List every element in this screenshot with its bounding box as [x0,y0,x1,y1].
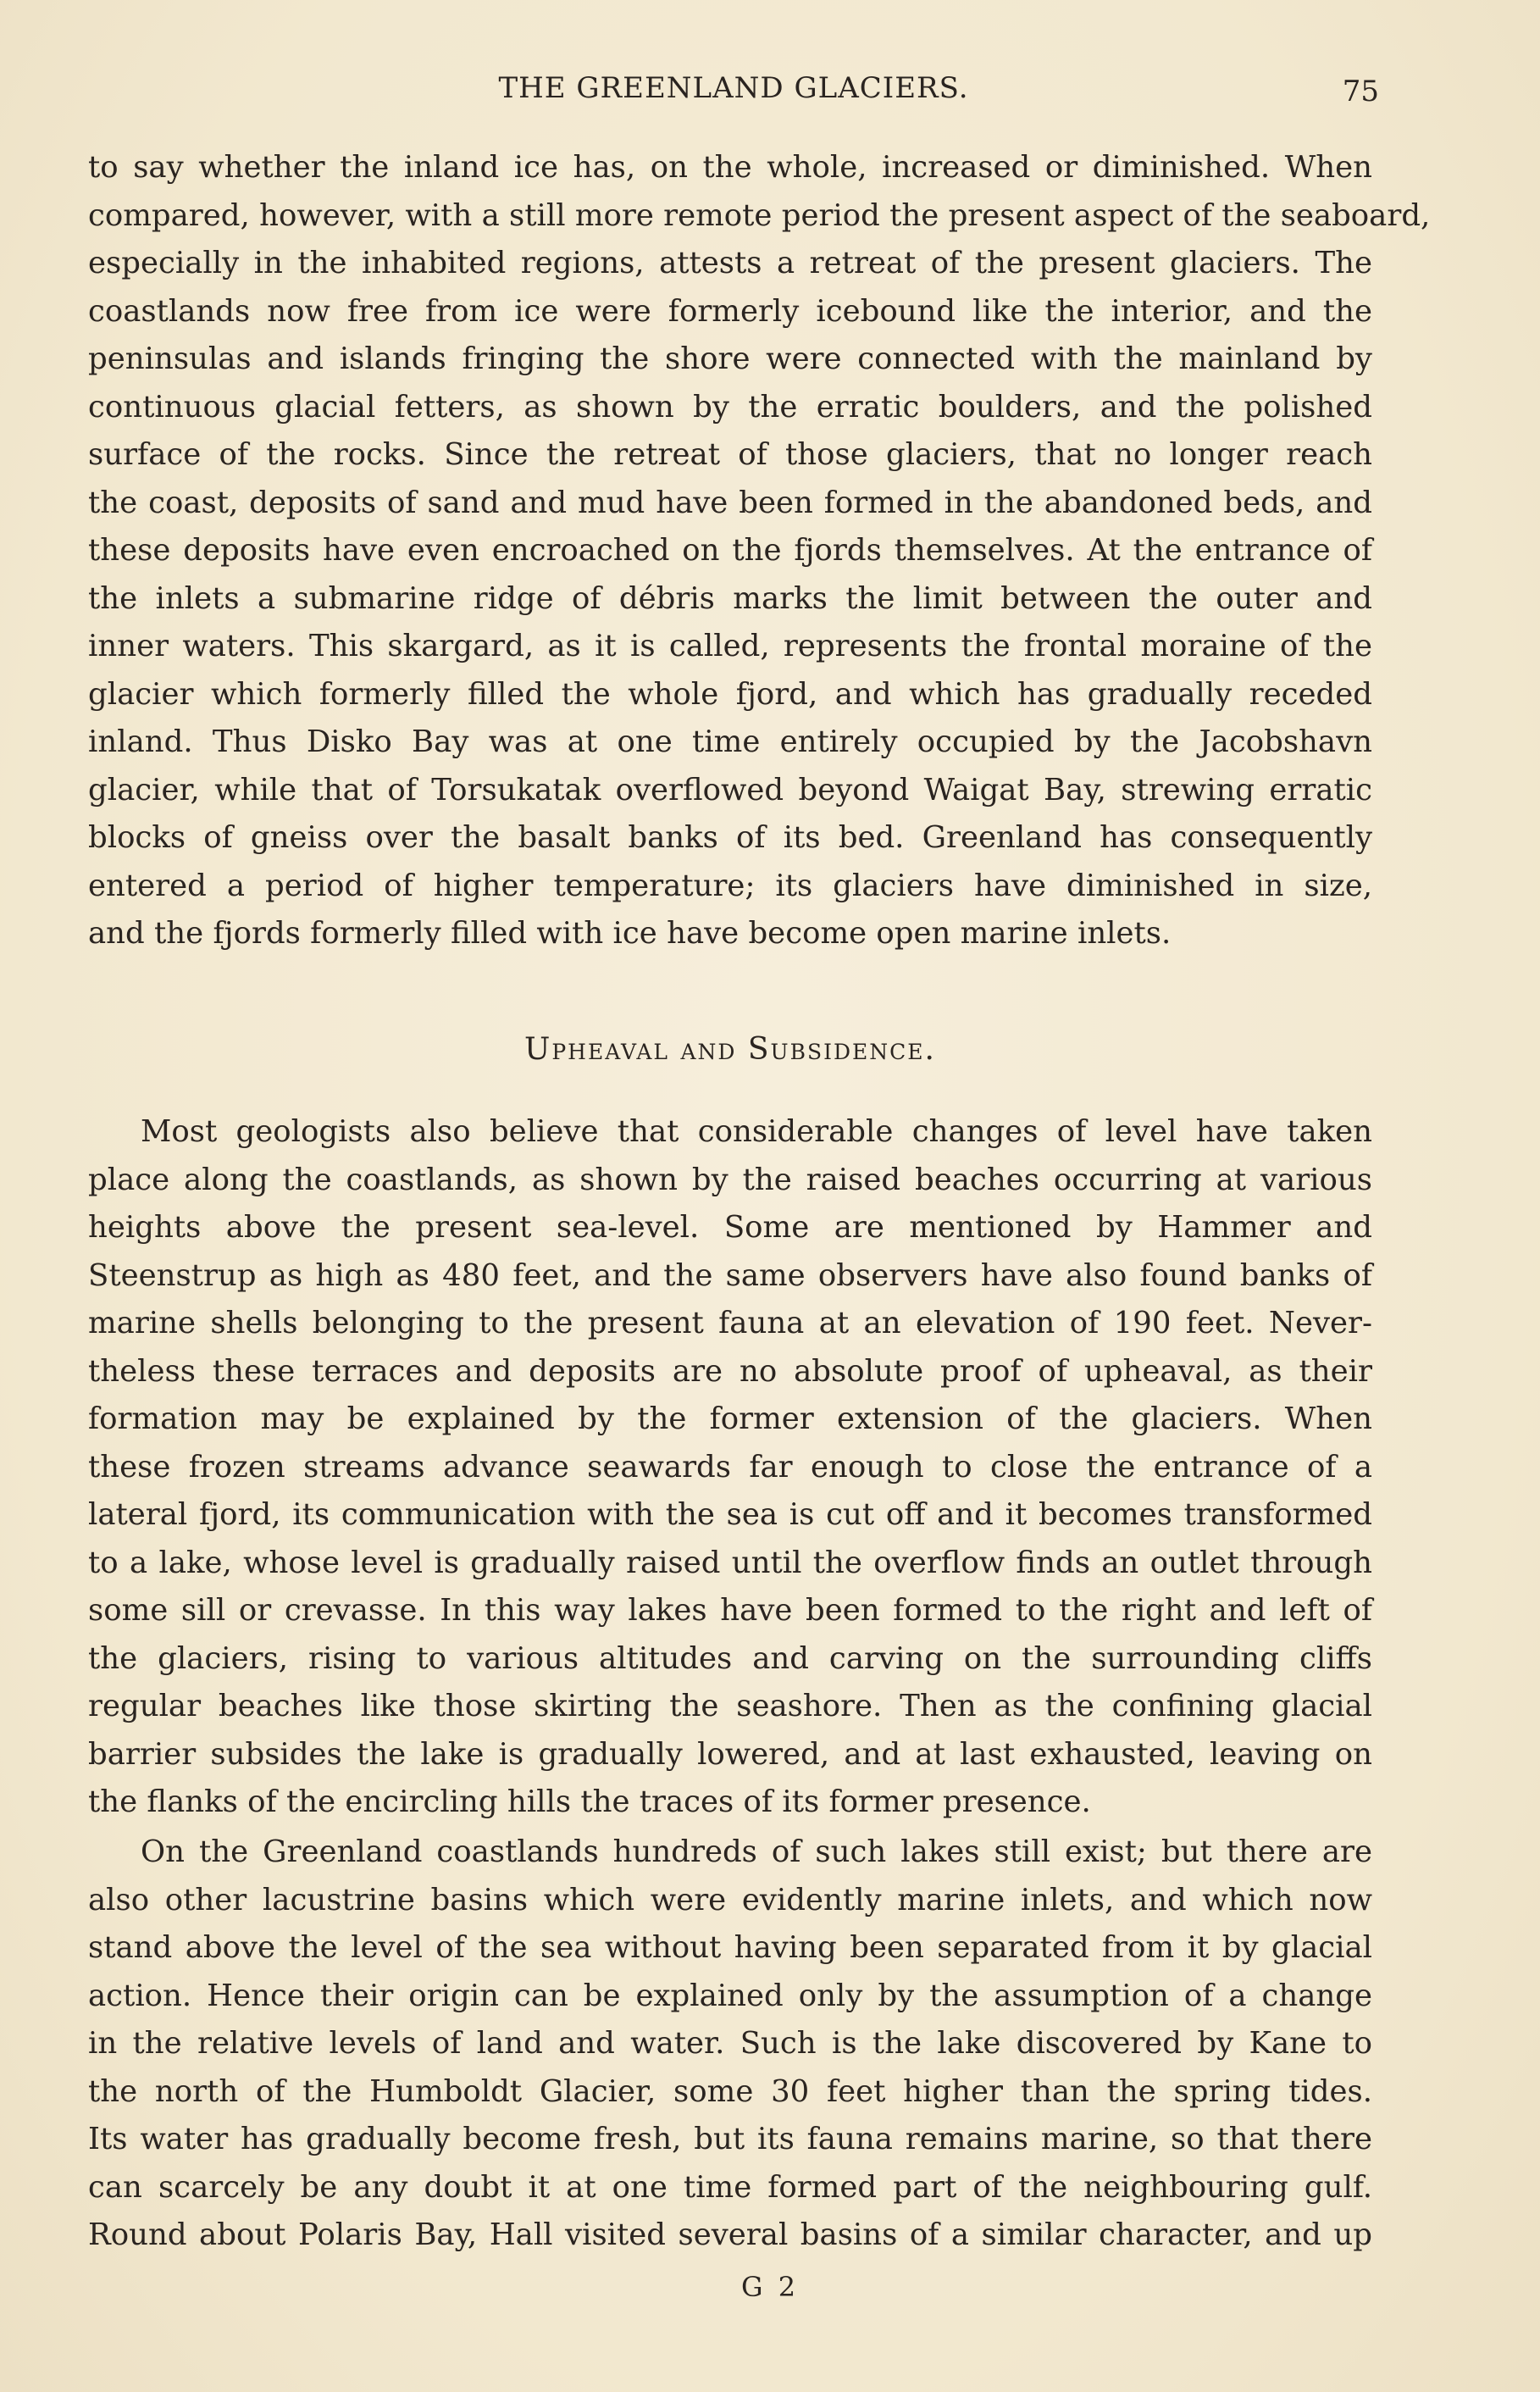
text-line: in the relative levels of land and water. Such is the lake discovered by Kane to [88,2026,1372,2061]
text-line: action. Hence their origin can be explained only by the assumption of a change [88,1978,1372,2013]
text-line: continuous glacial fetters, as shown by the erratic boulders, and the polished [88,389,1372,425]
text-line: also other lacustrine basins which were evidently marine inlets, and which now [88,1882,1372,1917]
text-line: surface of the rocks. Since the retreat of those glaciers, that no longer reach [88,437,1372,472]
text-line: especially in the inhabited regions, attests a retreat of the present glaciers. The [88,246,1372,280]
paragraph-continued [88,144,1431,958]
text-line: can scarcely be any doubt it at one time formed part of the neighbouring gulf. [88,2169,1372,2205]
text-line: peninsulas and islands fringing the shore were connected with the mainland by [88,341,1372,376]
text-line: stand above the level of the sea without having been separated from it by glacial [88,1930,1372,1965]
text-line: the glaciers, rising to various altitudes and carving on the surrounding cliffs [88,1640,1372,1676]
text-line: the north of the Humboldt Glacier, some 30 feet higher than the spring tides. [88,2073,1372,2109]
text-line: Its water has gradually become fresh, but its fauna remains marine, so that there [88,2122,1372,2156]
text-line: the inlets a submarine ridge of débris marks the limit between the outer and [88,580,1372,616]
text-line: On the Greenland coastlands hundreds of such lakes still exist; but there are [141,1834,1372,1869]
text-line: entered a period of higher temperature; its glaciers have diminished in size, [88,868,1372,903]
text-line: these frozen streams advance seawards far enough to close the entrance of a [88,1449,1372,1485]
text-line: glacier which formerly filled the whole fjord, and which has gradually receded [88,676,1372,712]
text-line: barrier subsides the lake is gradually lowered, and at last exhausted, leaving on [88,1736,1372,1772]
text-line: theless these terraces and deposits are no absolute proof of upheaval, as their [88,1353,1372,1389]
section-heading-text: Upheaval and Subsidence. [524,1032,936,1067]
text-line: glacier, while that of Torsukatak overflowed beyond Waigat Bay, strewing erratic [88,772,1372,808]
page-number: 75 [1342,75,1379,108]
text-line: place along the coastlands, as shown by the raised beaches occurring at various [88,1162,1372,1197]
section-heading [88,1032,1372,1067]
text-line: the flanks of the encircling hills the traces of its former presence. [88,1784,1091,1819]
text-line: the coast, deposits of sand and mud have been formed in the abandoned beds, and [88,485,1372,520]
paragraph [88,1108,1372,1827]
text-line: coastlands now free from ice were formerly icebound like the interior, and the [88,293,1372,329]
text-line: Steenstrup as high as 480 feet, and the same observers have also found banks of [88,1257,1372,1293]
text-line: inner waters. This skargard, as it is called, represents the frontal moraine of the [88,629,1372,663]
text-line: compared, however, with a still more remote period the present aspect of the seaboard, [88,197,1431,233]
text-line: inland. Thus Disko Bay was at one time entirely occupied by the Jacobshavn [88,724,1372,759]
text-line: heights above the present sea-level. Some are mentioned by Hammer and [88,1210,1372,1245]
text-line: regular beaches like those skirting the seashore. Then as the confining glacial [88,1689,1372,1723]
text-line: some sill or crevasse. In this way lakes have been formed to the right and left of [88,1593,1372,1628]
paragraph [88,1829,1372,2260]
running-title: THE GREENLAND GLACIERS. [498,71,969,105]
text-line: marine shells belonging to the present fauna at an elevation of 190 feet. Never- [88,1306,1372,1340]
signature-mark: G 2 [740,2271,800,2303]
text-line: these deposits have even encroached on the fjords themselves. At the entrance of [88,533,1372,568]
text-line: Round about Polaris Bay, Hall visited several basins of a similar character, and up [88,2217,1372,2252]
text-line: to say whether the inland ice has, on the whole, increased or diminished. When [88,150,1372,185]
text-line: formation may be explained by the former extension of the glaciers. When [88,1401,1372,1436]
text-line: blocks of gneiss over the basalt banks of its bed. Greenland has consequently [88,820,1372,855]
text-line: Most geologists also believe that considerable changes of level have taken [141,1114,1372,1149]
running-head [88,66,1379,114]
text-line: lateral fjord, its communication with the sea is cut off and it becomes transformed [88,1497,1372,1532]
text-line: to a lake, whose level is gradually raised until the overflow finds an outlet through [88,1545,1372,1580]
text-line: and the fjords formerly filled with ice have become open marine inlets. [88,916,1172,951]
